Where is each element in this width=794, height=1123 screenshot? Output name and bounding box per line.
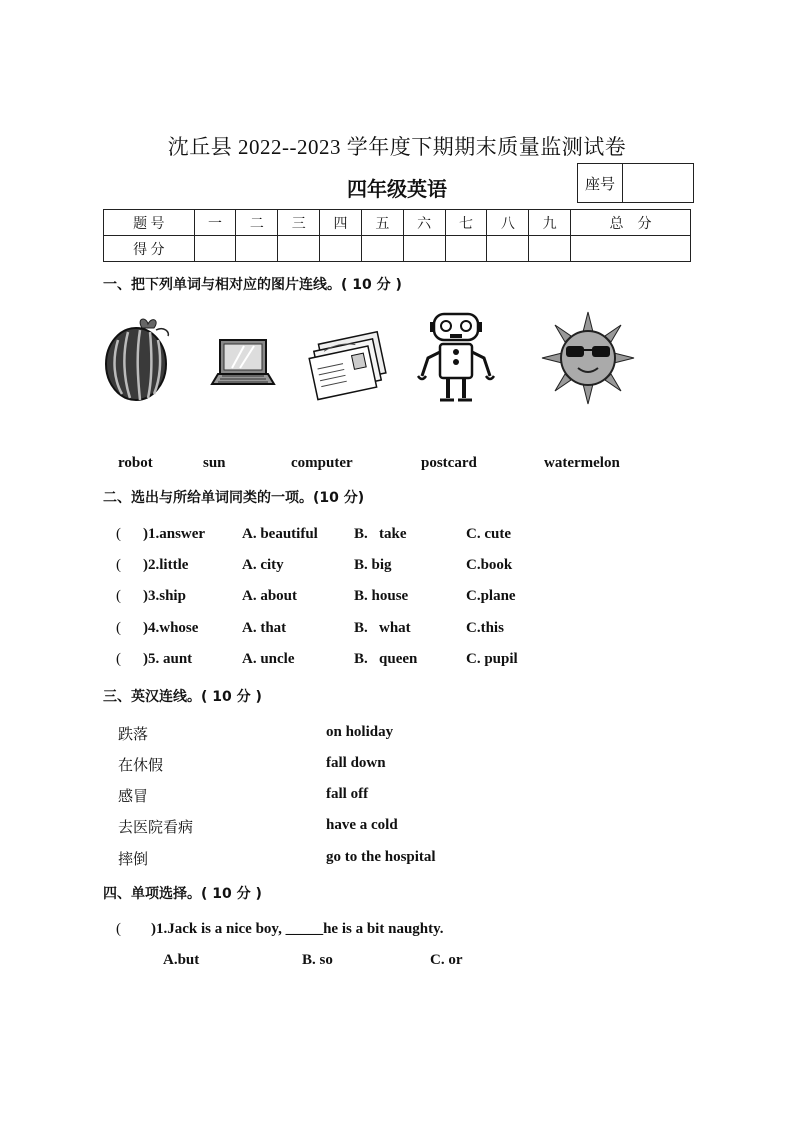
english-phrase: on holiday — [326, 724, 394, 740]
question-word: )3.ship — [143, 588, 186, 604]
chinese-phrase: 在休假 — [118, 758, 164, 774]
option-a: A. city — [242, 557, 284, 573]
question-word: )2.little — [143, 557, 189, 573]
exam-title: 沈丘县 2022--2023 学年度下期期末质量监测试卷 — [167, 135, 627, 159]
option-c: C.plane — [466, 588, 516, 604]
score-header-cell: 九 — [529, 210, 571, 236]
exam-subtitle: 四年级英语 — [347, 177, 447, 201]
score-header-row — [104, 210, 691, 236]
score-cell[interactable] — [320, 236, 362, 262]
option-a: A. beautiful — [242, 526, 318, 542]
score-cell[interactable] — [278, 236, 320, 262]
score-cell[interactable] — [361, 236, 403, 262]
score-header-cell: 六 — [403, 210, 445, 236]
option-c: C. pupil — [466, 651, 518, 667]
word-robot: robot — [118, 455, 153, 471]
laptop-picture — [196, 310, 292, 406]
seat-input[interactable] — [623, 164, 694, 203]
question-word: )5. aunt — [143, 651, 193, 667]
english-phrase: go to the hospital — [326, 849, 436, 865]
section-4-heading: 四、单项选择。( 10 分 ) — [103, 886, 262, 902]
question-paren[interactable]: ( — [116, 620, 121, 636]
score-header-cell: 题 号 — [104, 210, 195, 236]
section-2-heading: 二、选出与所给单词同类的一项。(10 分) — [103, 490, 365, 506]
score-header-cell: 五 — [361, 210, 403, 236]
score-cell[interactable] — [529, 236, 571, 262]
option-a: A. that — [242, 620, 287, 636]
option-c: C.this — [466, 620, 504, 636]
question-word: )1.answer — [143, 526, 206, 542]
score-header-cell: 二 — [236, 210, 278, 236]
word-computer: computer — [291, 455, 353, 471]
chinese-phrase: 跌落 — [118, 727, 149, 743]
question-paren[interactable]: ( — [116, 526, 121, 542]
seat-label: 座号 — [578, 164, 623, 203]
option-b: B. take — [354, 526, 407, 542]
score-row-label: 得 分 — [104, 236, 195, 262]
score-header-cell: 总 分 — [571, 210, 691, 236]
option-b: B. what — [354, 620, 411, 636]
score-cell[interactable] — [487, 236, 529, 262]
chinese-phrase: 摔倒 — [118, 852, 149, 868]
chinese-phrase: 去医院看病 — [118, 820, 194, 836]
english-phrase: have a cold — [326, 817, 398, 833]
robot-picture — [410, 310, 506, 406]
score-value-row — [104, 236, 691, 262]
score-header-cell: 四 — [320, 210, 362, 236]
option-b: B. queen — [354, 651, 418, 667]
score-header-cell: 一 — [194, 210, 236, 236]
word-postcard: postcard — [421, 455, 477, 471]
option-c: C. cute — [466, 526, 511, 542]
section-3-heading: 三、英汉连线。( 10 分 ) — [103, 689, 262, 705]
score-cell[interactable] — [403, 236, 445, 262]
score-cell[interactable] — [194, 236, 236, 262]
seat-number-box — [577, 163, 694, 203]
option-b: B. house — [354, 588, 409, 604]
score-cell[interactable] — [445, 236, 487, 262]
section-1-heading: 一、把下列单词与相对应的图片连线。( 10 分 ) — [103, 277, 402, 293]
score-table — [103, 209, 691, 262]
score-header-cell: 八 — [487, 210, 529, 236]
option-b: B. so — [302, 952, 333, 968]
question-stem: )1.Jack is a nice boy, _____he is a bit naughty. — [151, 921, 444, 937]
question-word: )4.whose — [143, 620, 199, 636]
option-a: A. uncle — [242, 651, 295, 667]
english-phrase: fall off — [326, 786, 369, 802]
score-cell[interactable] — [236, 236, 278, 262]
question-paren[interactable]: ( — [116, 651, 121, 667]
score-cell[interactable] — [571, 236, 691, 262]
option-c: C. or — [430, 952, 463, 968]
option-a: A.but — [163, 952, 200, 968]
question-paren[interactable]: ( — [116, 557, 121, 573]
option-a: A. about — [242, 588, 298, 604]
sun-picture — [540, 310, 636, 406]
word-watermelon: watermelon — [544, 455, 620, 471]
score-header-cell: 七 — [445, 210, 487, 236]
score-header-cell: 三 — [278, 210, 320, 236]
option-c: C.book — [466, 557, 513, 573]
option-b: B. big — [354, 557, 392, 573]
postcard-picture — [302, 310, 398, 406]
english-phrase: fall down — [326, 755, 386, 771]
word-sun: sun — [203, 455, 226, 471]
chinese-phrase: 感冒 — [118, 789, 149, 805]
question-paren[interactable]: ( — [116, 921, 121, 937]
watermelon-picture — [96, 310, 192, 406]
question-paren[interactable]: ( — [116, 588, 121, 604]
